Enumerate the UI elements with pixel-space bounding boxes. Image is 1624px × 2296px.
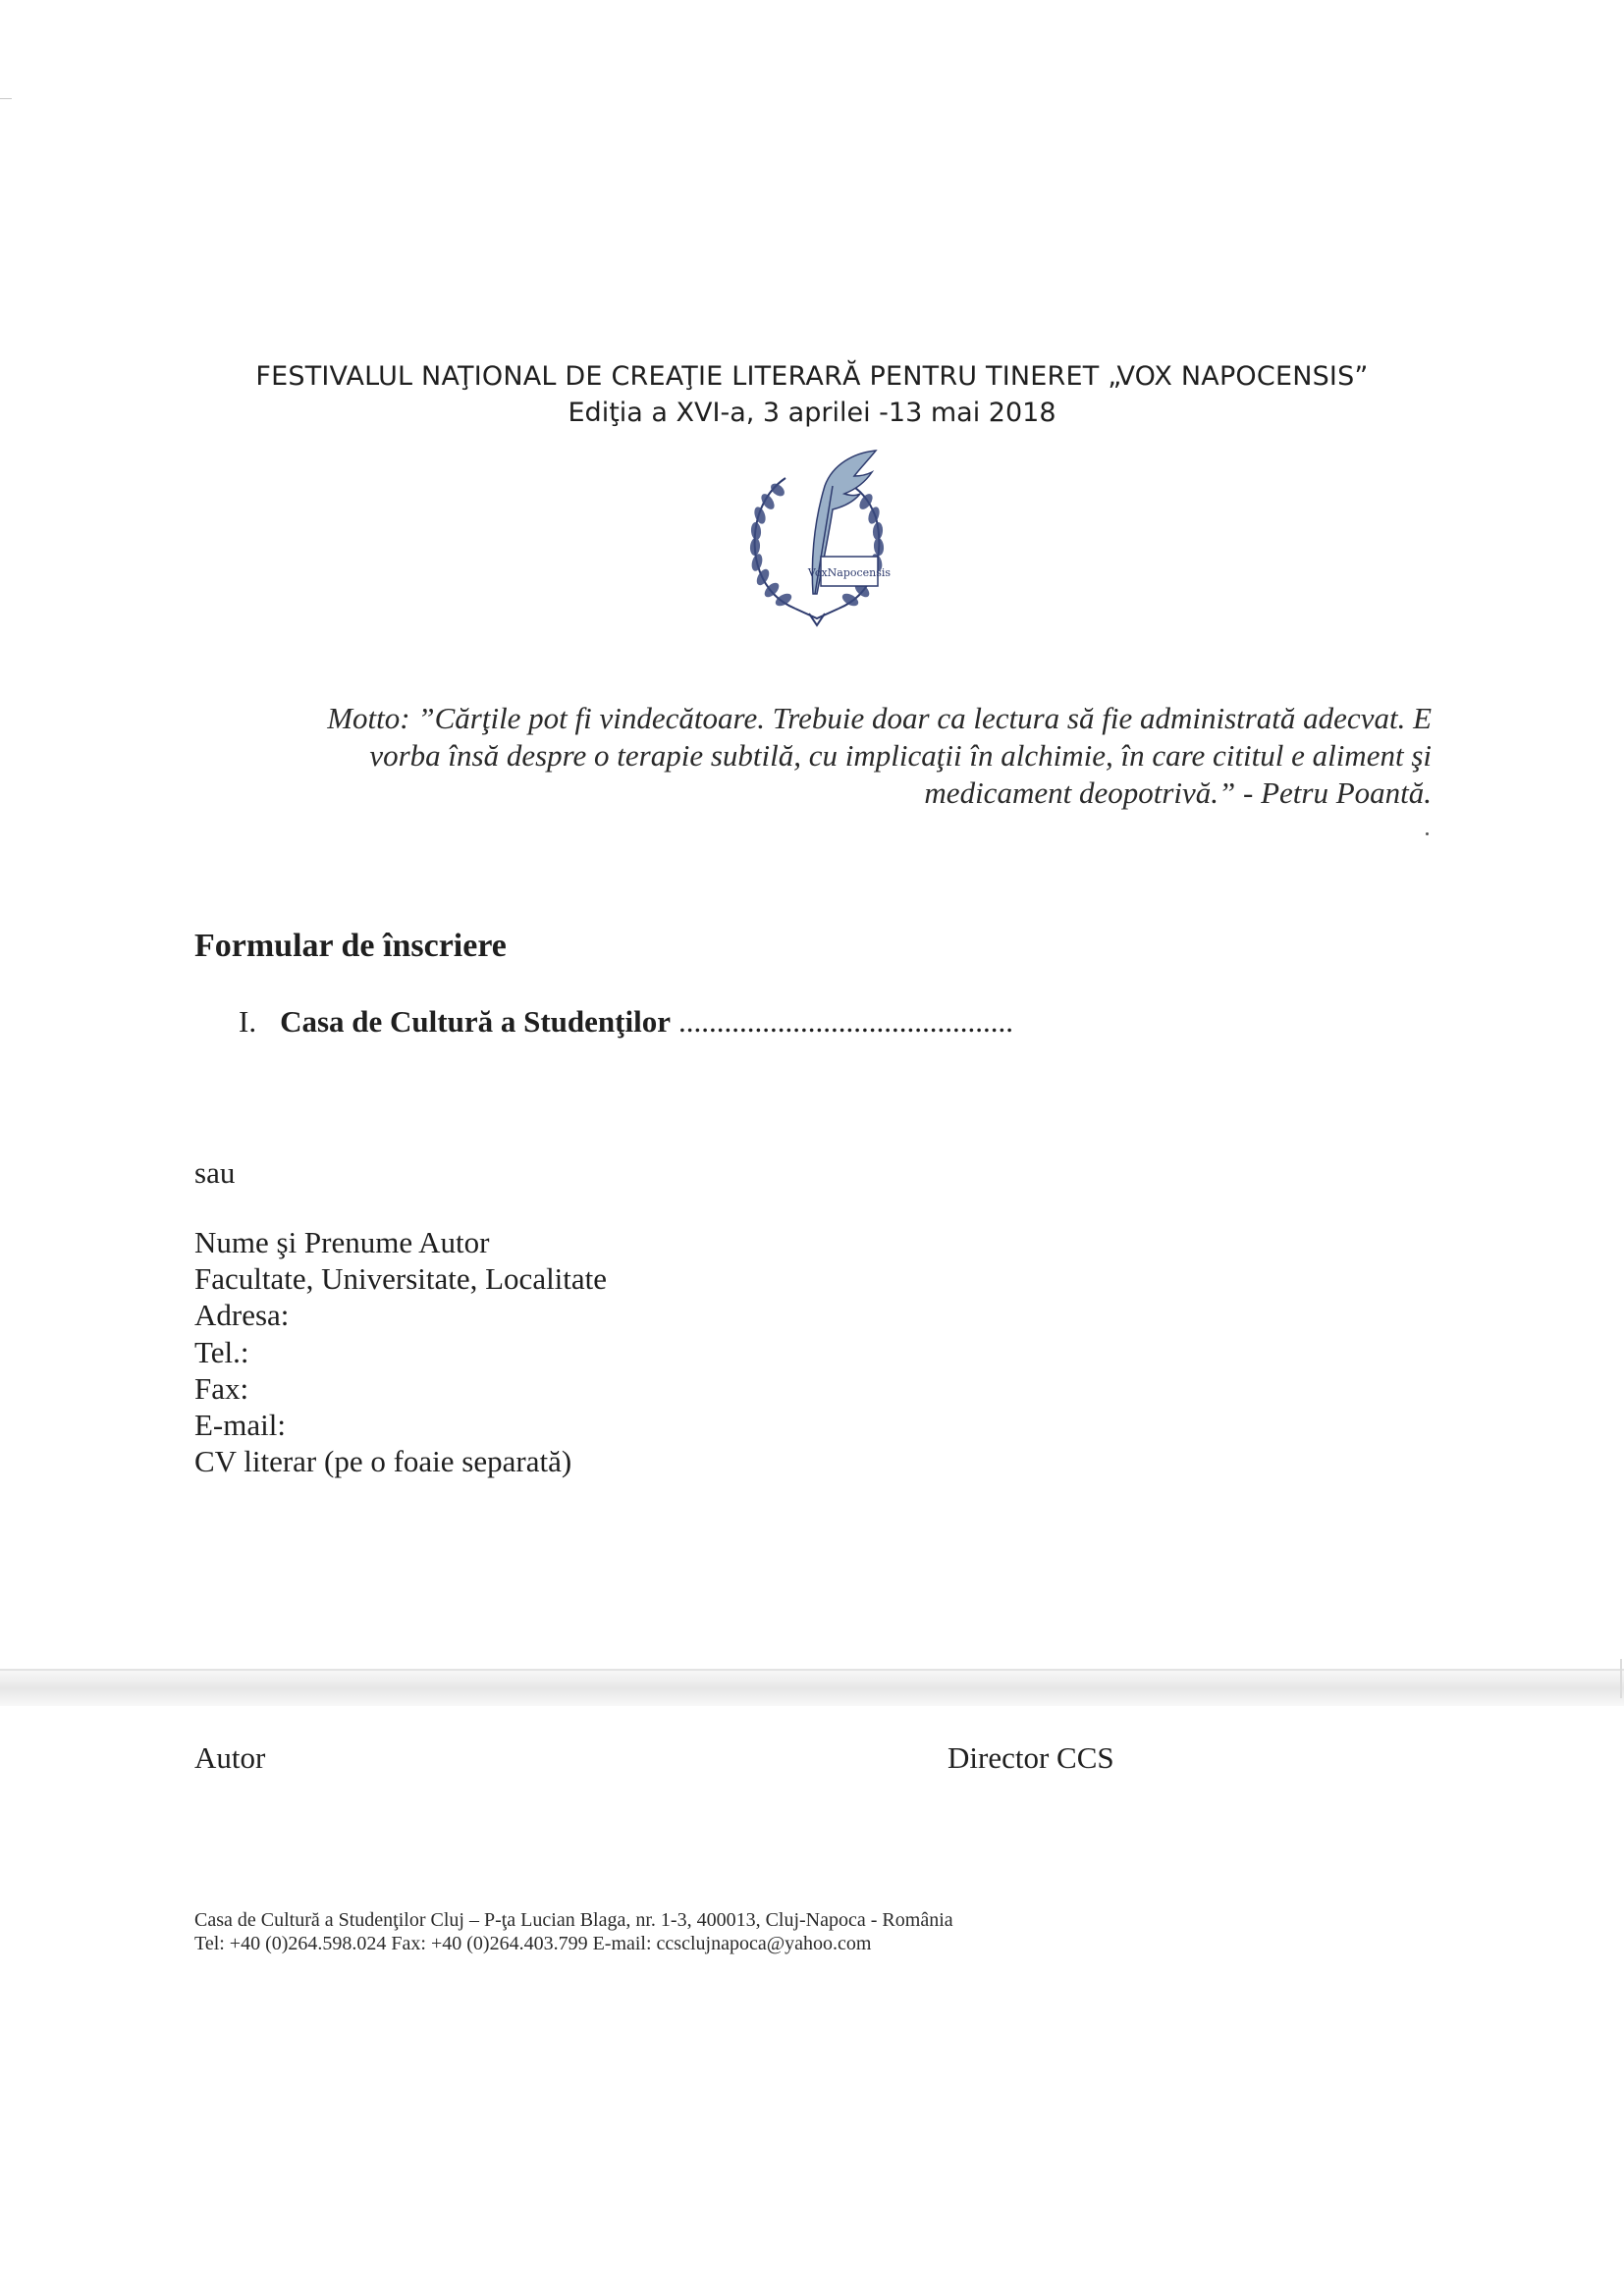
scan-margin-mark	[0, 98, 12, 99]
field-phone: Tel.:	[194, 1334, 249, 1369]
motto-line: vorba însă despre o terapie subtilă, cu implicaţii în alchimie, în care cititul e aliment şi	[369, 738, 1432, 773]
footer-contact	[194, 1908, 953, 1955]
scan-edge-mark	[1620, 1659, 1622, 1698]
motto-line: Motto: ”Cărţile pot fi vindecătoare. Trebuie doar ca lectura să fie administrată adecvat. E	[327, 701, 1432, 735]
form-title: Formular de înscriere	[194, 928, 507, 964]
form-fields-list	[194, 1224, 607, 1479]
section-blank-dots: ............................................	[677, 1004, 1013, 1039]
section-casa-de-cultura	[239, 1003, 1013, 1041]
scan-fold-band	[0, 1671, 1624, 1706]
section-label: Casa de Cultură a Studenţilor	[280, 1004, 671, 1039]
footer-address: Casa de Cultură a Studenţilor Cluj – P-ţa Lucian Blaga, nr. 1-3, 400013, Cluj-Napoca - România	[194, 1909, 953, 1931]
festival-edition: Ediţia a XVI-a, 3 aprilei -13 mai 2018	[568, 398, 1056, 428]
field-cv: CV literar (pe o foaie separată)	[194, 1444, 572, 1479]
signature-director: Director CCS	[947, 1740, 1114, 1775]
field-name-author: Nume şi Prenume Autor	[194, 1225, 490, 1259]
motto-quote	[265, 700, 1432, 812]
scan-dot	[1426, 832, 1429, 835]
field-faculty: Facultate, Universitate, Localitate	[194, 1261, 608, 1297]
vox-napocensis-logo-icon	[738, 447, 895, 628]
footer-phone-email: Tel: +40 (0)264.598.024 Fax: +40 (0)264.403.799 E-mail: ccsclujnapoca@yahoo.com	[194, 1933, 872, 1954]
field-email: E-mail:	[194, 1408, 286, 1443]
signature-author: Autor	[194, 1740, 266, 1775]
section-number: I.	[239, 1004, 257, 1039]
field-address: Adresa:	[194, 1298, 290, 1333]
or-text: sau	[194, 1155, 236, 1190]
festival-title: FESTIVALUL NAŢIONAL DE CREAŢIE LITERARĂ PENTRU TINERET „VOX NAPOCENSIS”	[255, 361, 1369, 392]
motto-line: medicament deopotrivă.” - Petru Poantă.	[924, 775, 1432, 810]
svg-text:VoxNapocensis: VoxNapocensis	[807, 566, 892, 579]
field-fax: Fax:	[194, 1370, 249, 1406]
